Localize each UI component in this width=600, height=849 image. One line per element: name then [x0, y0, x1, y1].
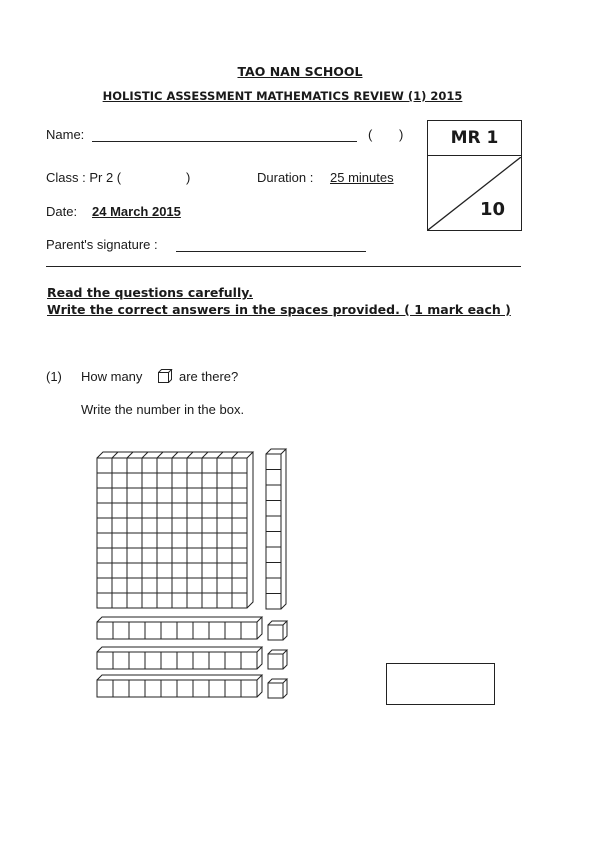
signature-field[interactable] [176, 251, 366, 252]
instruction-line-1: Read the questions carefully. [47, 285, 253, 300]
score-box [427, 120, 522, 231]
hundred-flat [97, 452, 253, 608]
unit-cube-2 [268, 650, 287, 669]
date-value: 24 March 2015 [92, 204, 181, 219]
ten-rod-horizontal-3 [97, 675, 262, 697]
unit-cube-icon [157, 368, 173, 384]
school-name: TAO NAN SCHOOL [237, 64, 363, 79]
class-label: Class : Pr 2 ( [46, 170, 122, 185]
index-open: ( [368, 127, 373, 142]
duration-value: 25 minutes [330, 170, 394, 185]
index-close: ) [399, 127, 404, 142]
question-text-before: How many [81, 369, 143, 384]
score-total: 10 [479, 199, 505, 220]
base-ten-blocks [90, 445, 300, 705]
ten-rod-vertical [266, 449, 286, 609]
duration-label: Duration : [257, 170, 314, 185]
ten-rod-horizontal-1 [97, 617, 262, 639]
name-field[interactable] [92, 141, 357, 142]
question-instruction: Write the number in the box. [81, 402, 245, 417]
score-diagonal [428, 157, 521, 230]
ten-rod-horizontal-2 [97, 647, 262, 669]
unit-cube-3 [268, 679, 287, 698]
name-label: Name: [46, 127, 85, 142]
header-divider [46, 266, 521, 267]
question-number: (1) [46, 369, 62, 384]
score-box-label: MR 1 [428, 121, 521, 156]
answer-box[interactable] [386, 663, 495, 705]
date-label: Date: [46, 204, 78, 219]
question-text-after: are there? [179, 369, 239, 384]
instruction-line-2: Write the correct answers in the spaces provided. ( 1 mark each ) [47, 302, 511, 317]
class-close: ) [186, 170, 191, 185]
signature-label: Parent's signature : [46, 237, 158, 252]
assessment-title: HOLISTIC ASSESSMENT MATHEMATICS REVIEW (1) 2015 [102, 89, 463, 103]
unit-cube-1 [268, 621, 287, 640]
